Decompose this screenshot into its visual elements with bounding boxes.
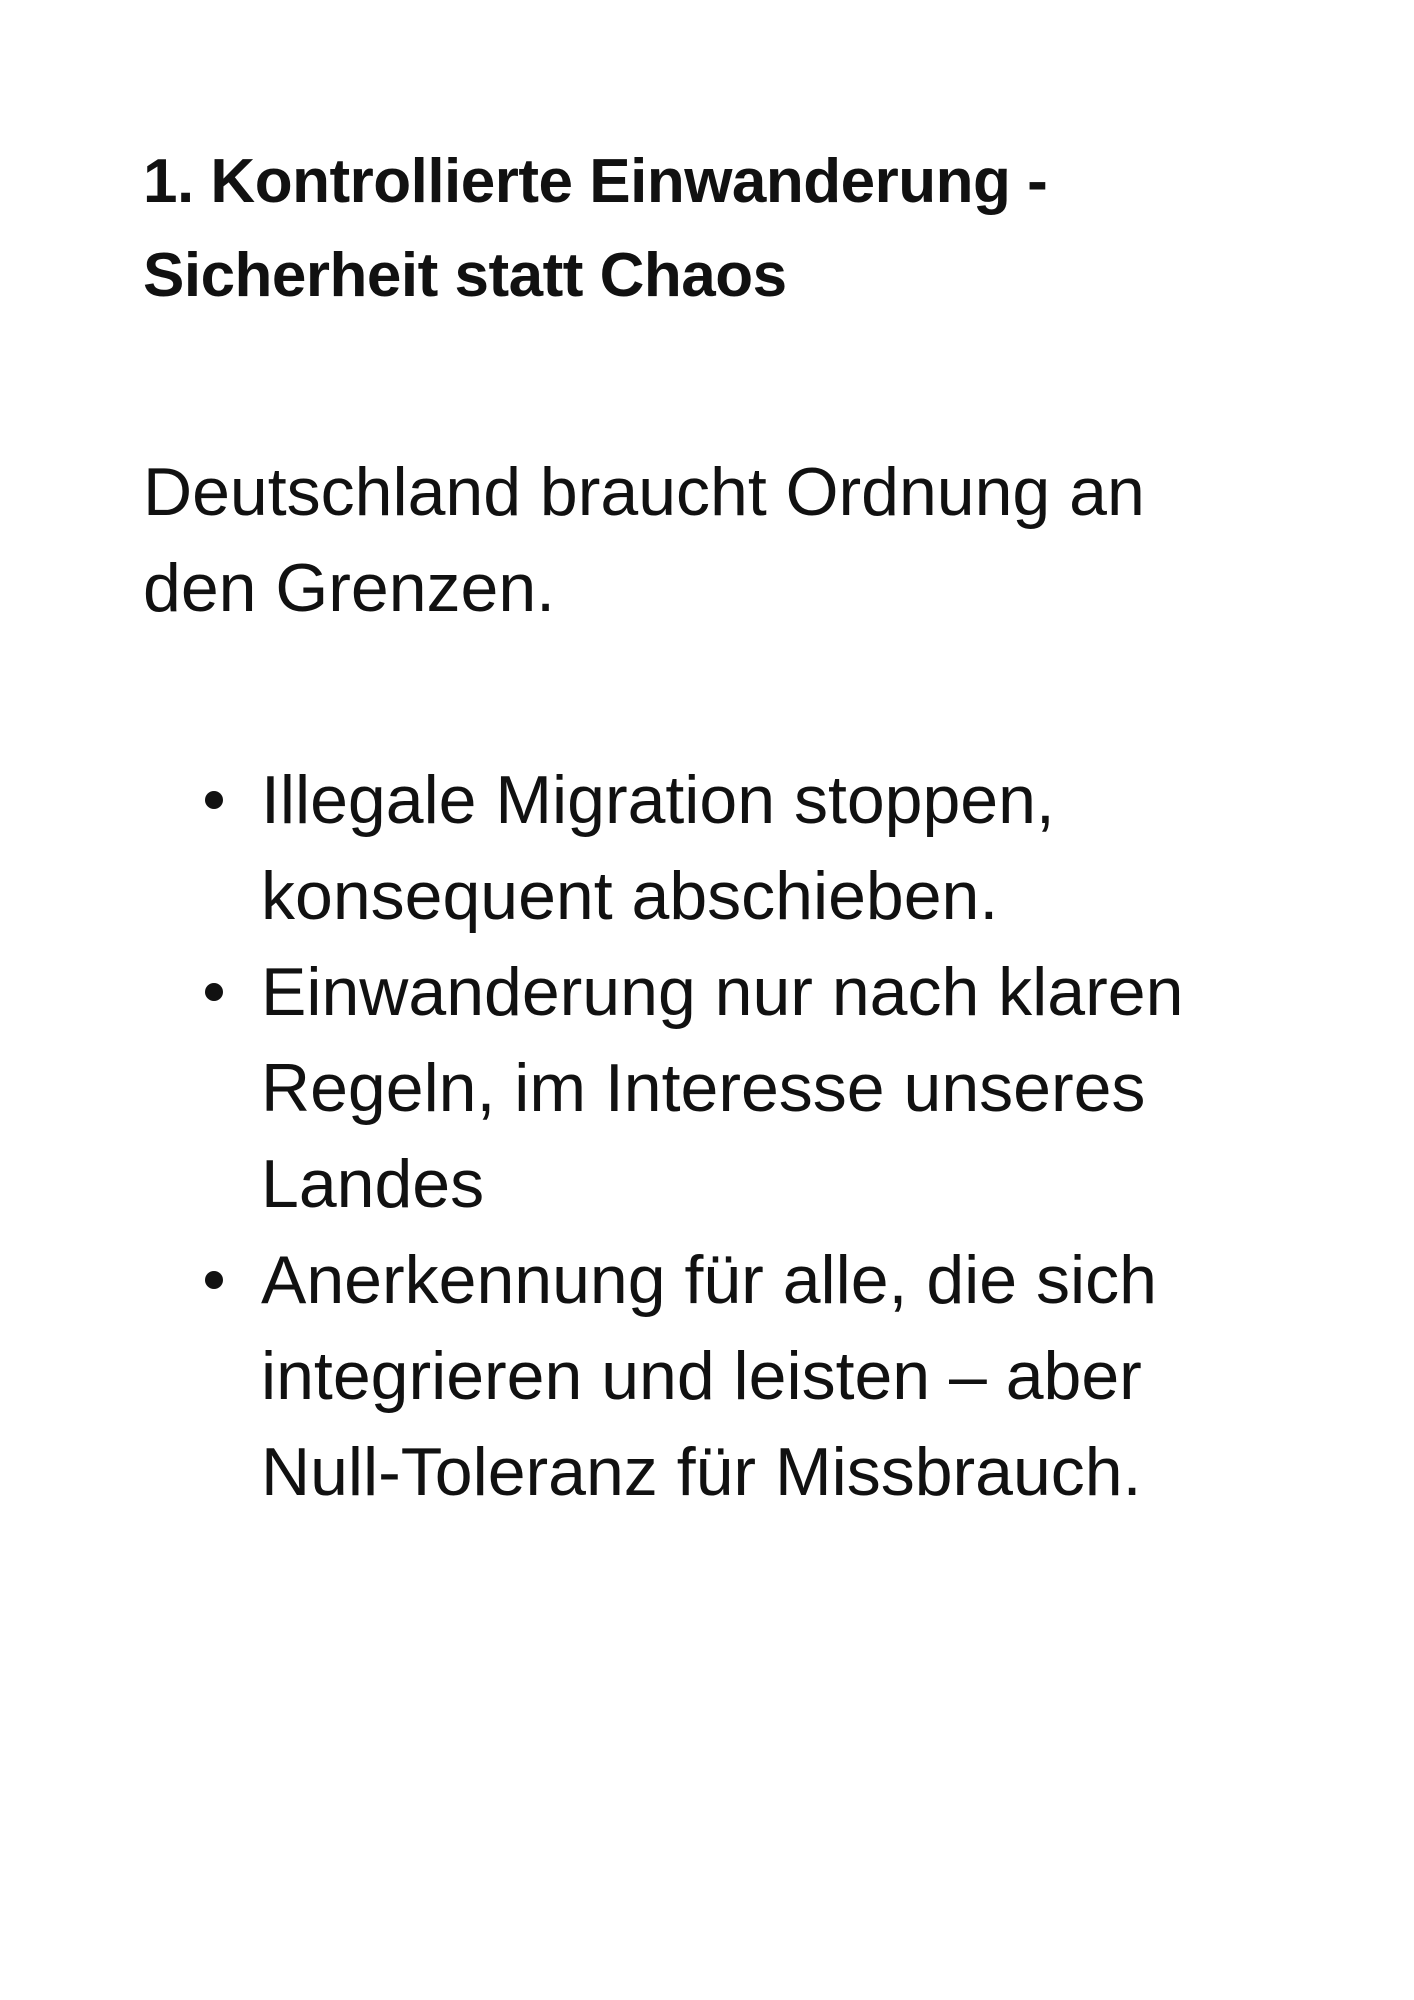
document-page: [143, 135, 1293, 1520]
intro-paragraph: [143, 444, 1293, 636]
bullet-3-line-3: Null-Toleranz für Missbrauch.: [261, 1434, 1142, 1510]
bullet-dot-icon: [205, 1271, 223, 1289]
bullet-2-line-2: Regeln, im Interesse unseres: [261, 1050, 1146, 1126]
bullet-item-3: [143, 1232, 1293, 1520]
bullet-3-line-1: Anerkennung für alle, die sich: [261, 1242, 1157, 1318]
intro-line-2: den Grenzen.: [143, 550, 556, 626]
bullet-dot-icon: [205, 983, 223, 1001]
bullet-dot-icon: [205, 791, 223, 809]
bullet-3-line-2: integrieren und leisten – aber: [261, 1338, 1142, 1414]
intro-line-1: Deutschland braucht Ordnung an: [143, 454, 1145, 530]
section-heading: [143, 135, 1293, 323]
bullet-item-2: [143, 944, 1293, 1232]
heading-line-2: Sicherheit statt Chaos: [143, 241, 787, 310]
bullet-list: [143, 752, 1293, 1520]
bullet-item-1: [143, 752, 1293, 944]
bullet-2-line-3: Landes: [261, 1146, 485, 1222]
bullet-2-line-1: Einwanderung nur nach klaren: [261, 954, 1184, 1030]
bullet-1-line-1: Illegale Migration stoppen,: [261, 762, 1055, 838]
heading-line-1: 1. Kontrollierte Einwanderung -: [143, 147, 1048, 216]
bullet-1-line-2: konsequent abschieben.: [261, 858, 999, 934]
